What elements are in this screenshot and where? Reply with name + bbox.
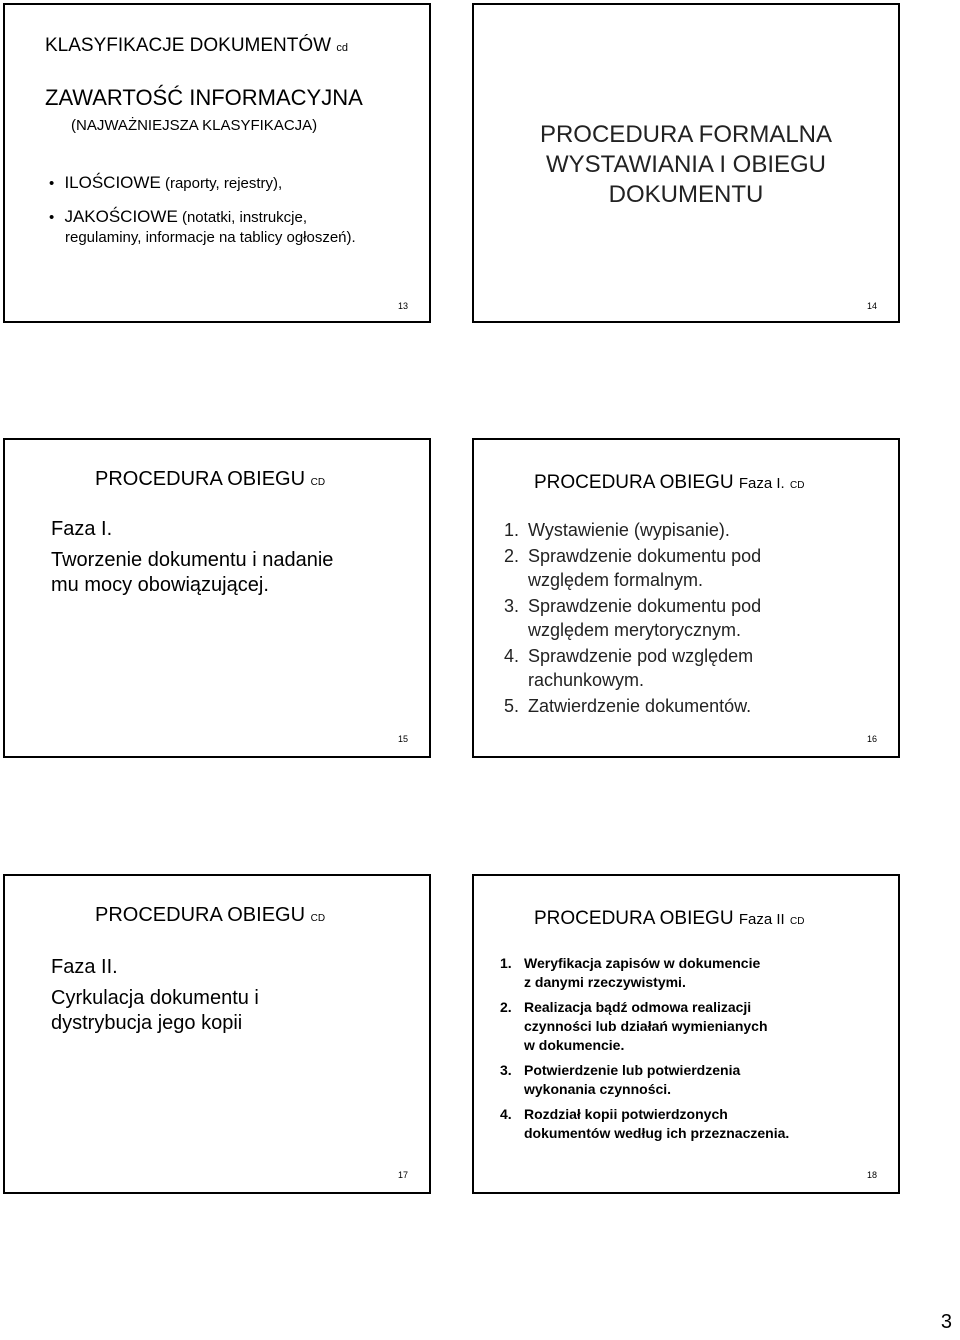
list-item (504, 644, 761, 692)
slide-title-phase: Faza I. (738, 475, 785, 492)
bullet-item (49, 207, 356, 248)
list-item (500, 998, 789, 1055)
item-line: Potwierdzenie lub potwierdzenia (524, 1062, 741, 1078)
slide-number: 14 (867, 301, 878, 311)
slide-title (95, 468, 325, 491)
slide-title (95, 904, 325, 927)
slide-title-text: PROCEDURA OBIEGU (95, 904, 306, 926)
bullet-icon: • (49, 209, 55, 226)
bullet-desc: (notatki, instrukcje, (181, 209, 308, 226)
item-line: Realizacja bądź odmowa realizacji (524, 999, 752, 1015)
phase-label: Faza I. (51, 518, 113, 540)
slide-15 (3, 438, 431, 758)
item-line: Sprawdzenie dokumentu pod (528, 546, 762, 566)
item-line: Sprawdzenie dokumentu pod (528, 596, 762, 616)
phase-label: Faza II. (51, 956, 118, 978)
slide-title-text: PROCEDURA OBIEGU (95, 468, 306, 490)
slide-17 (3, 874, 431, 1194)
item-line: Rozdział kopii potwierdzonych (524, 1106, 728, 1122)
item-line: w dokumencie. (524, 1037, 625, 1053)
steps-list (504, 518, 761, 718)
list-item (500, 1061, 789, 1099)
slide-title-suffix: CD (789, 916, 805, 927)
slide-number: 13 (398, 301, 409, 311)
slide-title (474, 120, 898, 210)
slide-title-suffix: cd (336, 42, 349, 54)
text-line: dystrybucja jego kopii (51, 1012, 243, 1034)
slide-title-text: KLASYFIKACJE DOKUMENTÓW (45, 35, 332, 56)
item-line: wykonania czynności. (524, 1081, 672, 1097)
page-number: 3 (940, 1311, 952, 1333)
item-line: względem formalnym. (528, 570, 704, 590)
slide-number: 15 (398, 734, 409, 744)
title-line: WYSTAWIANIA I OBIEGU (545, 151, 827, 178)
slide-number: 17 (398, 1170, 409, 1180)
slide-title-text: PROCEDURA OBIEGU (534, 472, 734, 493)
title-line: PROCEDURA FORMALNA (539, 121, 833, 148)
slide-number: 16 (867, 734, 878, 744)
list-item (504, 694, 761, 718)
slide-title-text: PROCEDURA OBIEGU (534, 908, 734, 929)
slide-14 (472, 3, 900, 323)
text-line: Tworzenie dokumentu i nadanie (51, 549, 334, 571)
text-line: Cyrkulacja dokumentu i (51, 987, 259, 1009)
item-number: 4. (500, 1106, 512, 1122)
item-number: 5. (504, 696, 520, 716)
item-line: Zatwierdzenie dokumentów. (528, 696, 752, 716)
item-number: 3. (504, 596, 520, 616)
item-line: czynności lub działań wymienianych (524, 1018, 768, 1034)
section-subheading: (NAJWAŻNIEJSZA KLASYFIKACJA) (71, 117, 318, 134)
item-number: 4. (504, 646, 520, 666)
list-item (504, 594, 761, 642)
item-line: rachunkowym. (528, 670, 645, 690)
bullet-term: ILOŚCIOWE (64, 173, 161, 192)
phase-description (51, 986, 259, 1036)
slide-title-phase: Faza II (738, 911, 785, 928)
slide-title-suffix: CD (789, 480, 805, 491)
slide-title-suffix: CD (310, 913, 326, 924)
list-item (500, 1105, 789, 1143)
slide-title (534, 908, 804, 930)
item-line: Sprawdzenie pod względem (528, 646, 754, 666)
bullet-desc-cont: regulaminy, informacje na tablicy ogłoszeń). (65, 229, 356, 246)
slide-18 (472, 874, 900, 1194)
item-line: dokumentów według ich przeznaczenia. (524, 1125, 790, 1141)
item-line: z danymi rzeczywistymi. (524, 974, 686, 990)
bullet-term: JAKOŚCIOWE (64, 207, 178, 226)
slide-16 (472, 438, 900, 758)
item-number: 1. (504, 520, 520, 540)
bullet-icon: • (49, 175, 55, 192)
list-item (504, 518, 761, 542)
list-item (504, 544, 761, 592)
item-line: Wystawienie (wypisanie). (528, 520, 730, 540)
item-number: 3. (500, 1062, 512, 1078)
item-line: względem merytorycznym. (528, 620, 742, 640)
slide-title (534, 472, 804, 494)
slide-title-suffix: CD (310, 477, 326, 488)
item-number: 2. (500, 999, 512, 1015)
slide-number: 18 (867, 1170, 878, 1180)
text-line: mu mocy obowiązującej. (51, 574, 269, 596)
steps-list (500, 954, 789, 1143)
slide-title (45, 35, 348, 57)
slide-13 (3, 3, 431, 323)
item-number: 1. (500, 955, 512, 971)
phase-description (51, 548, 333, 598)
item-number: 2. (504, 546, 520, 566)
bullet-desc: (raporty, rejestry), (164, 175, 283, 192)
list-item (500, 954, 789, 992)
title-line: DOKUMENTU (608, 181, 764, 208)
bullet-item (49, 173, 282, 193)
section-heading: ZAWARTOŚĆ INFORMACYJNA (45, 85, 363, 110)
item-line: Weryfikacja zapisów w dokumencie (524, 955, 761, 971)
